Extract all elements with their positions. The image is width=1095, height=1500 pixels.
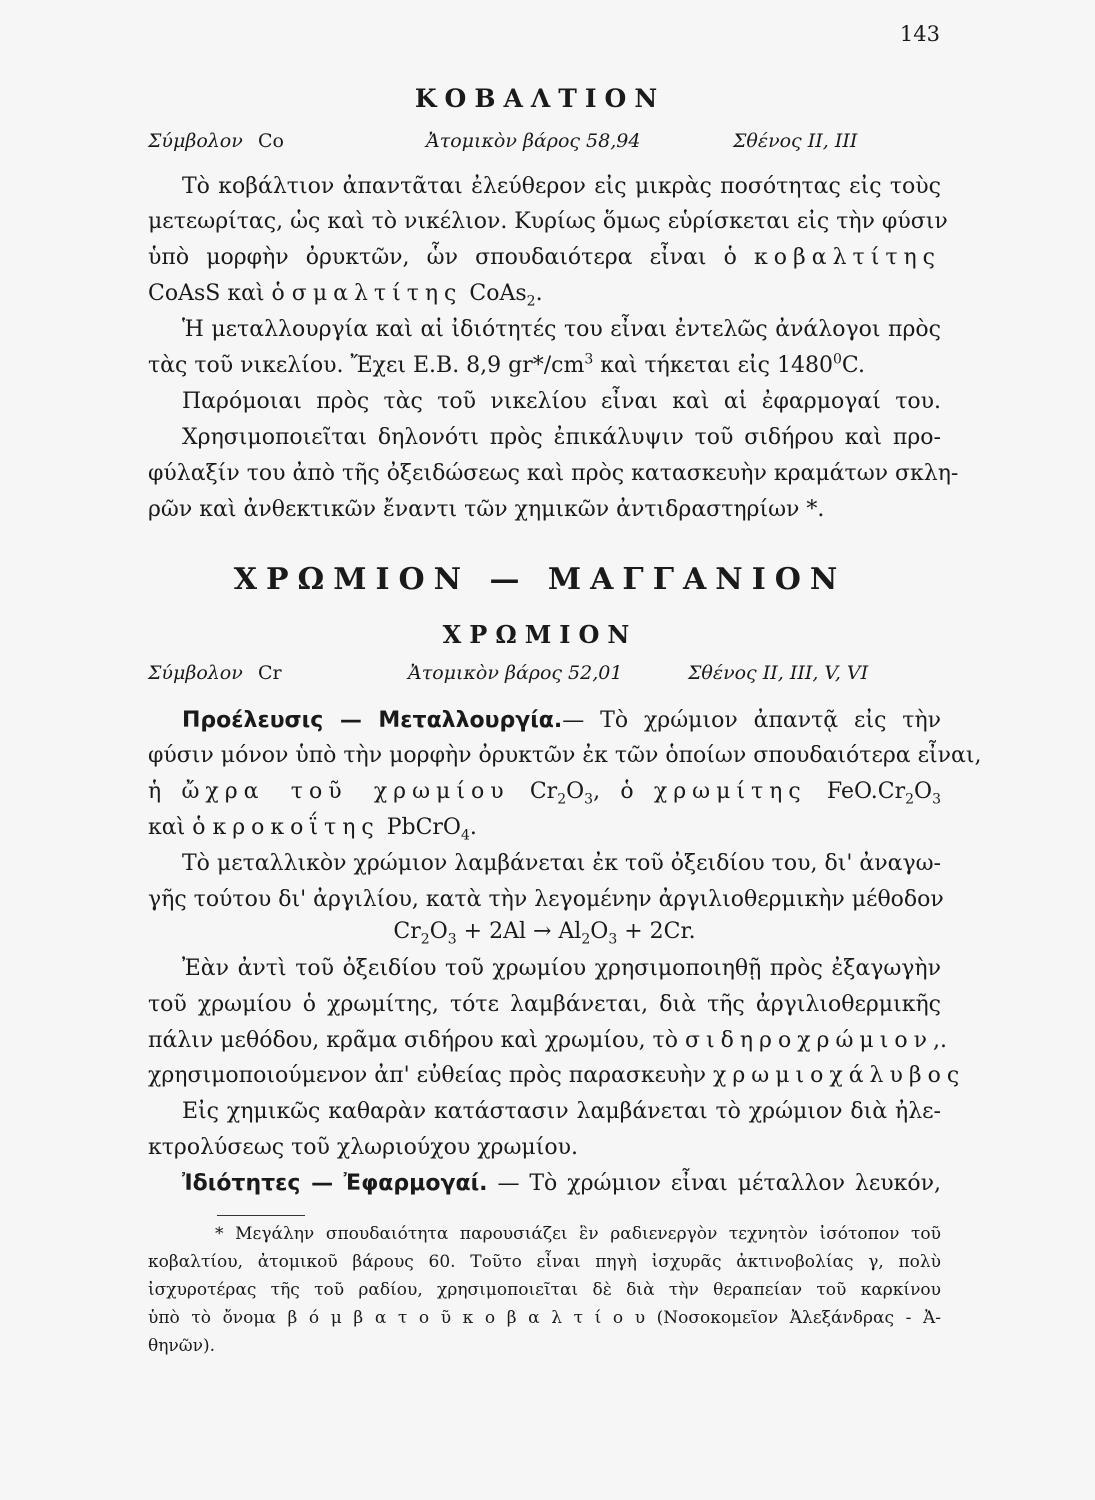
atomic-weight: Ἀτομικὸν βάρος 52,01: [408, 662, 623, 684]
element-symbol: Cr: [258, 662, 282, 684]
text-line: μετεωρίτας, ὡς καὶ τὸ νικέλιον. Κυρίως ὅμως εὑρίσκεται εἰς τὴν φύσιν: [148, 209, 948, 234]
chromium-heading: ΧΡΩΜΙΟΝ: [442, 620, 638, 649]
text-line: Προέλευσις — Μεταλλουργία.— Τὸ χρώμιον ἀπαντᾷ εἰς τὴν: [182, 708, 941, 733]
text-line: Ἐὰν ἀντὶ τοῦ ὀξειδίου τοῦ χρωμίου χρησιμοποιηθῇ πρὸς ἐξαγωγὴν: [182, 956, 941, 981]
text-line: Παρόμοιαι πρὸς τὰς τοῦ νικελίου εἶναι καὶ αἱ ἐφαρμογαί του.: [182, 389, 941, 414]
text-line: χρησιμοποιούμενον ἀπ' εὐθείας πρὸς παρασκευὴν χρωμιοχάλυβος: [148, 1063, 966, 1088]
text-line: Τὸ κοβάλτιον ἀπαντᾶται ἐλεύθερον εἰς μικρὰς ποσότητας εἰς τοὺς: [182, 174, 941, 199]
footnote-line: ἰσχυροτέρας τῆς τοῦ ραδίου, χρησιμοποιεῖται δὲ διὰ τὴν θεραπείαν τοῦ καρκίνου: [148, 1280, 941, 1300]
text-line: Ἡ μεταλλουργία καὶ αἱ ἰδιότητές του εἶναι ἐντελῶς ἀνάλογοι πρὸς: [182, 317, 941, 342]
footnote-line: κοβαλτίου, ἀτομικοῦ βάρους 60. Τοῦτο εἶναι πηγὴ ἰσχυρᾶς ἀκτινοβολίας γ, πολὺ: [148, 1252, 941, 1272]
footnote-line: * Μεγάλην σπουδαιότητα παρουσιάζει ἓν ραδιενεργὸν τεχνητὸν ἰσότοπον τοῦ: [215, 1224, 941, 1244]
text-line: φύλαξίν του ἀπὸ τῆς ὀξειδώσεως καὶ πρὸς κατασκευὴν κραμάτων σκλη-: [148, 461, 959, 486]
text-line: CoAsS καὶ ὁ σμαλτίτης CoAs$_2$.: [148, 281, 543, 310]
footnote-rule: [217, 1215, 305, 1216]
chromium-properties: [148, 662, 888, 692]
valence: Σθένος II, III: [733, 130, 858, 152]
cobalt-properties: [148, 130, 888, 160]
footnote-line: ὑπὸ τὸ ὄνομα β ό μ β α τ ο ῦ κ ο β α λ τ ί ο υ (Νοσοκομεῖον Ἀλεξάνδρας - Ἀ-: [148, 1308, 941, 1328]
text-line: Χρησιμοποιεῖται δηλονότι πρὸς ἐπικάλυψιν τοῦ σιδήρου καὶ προ-: [182, 425, 941, 450]
text-line: τὰς τοῦ νικελίου. Ἔχει Ε.Β. 8,9 $gr*/cm^3$ καὶ τήκεται εἰς 1480$^0$C.: [148, 351, 865, 378]
chromium-manganese-heading: ΧΡΩΜΙΟΝ — ΜΑΓΓΑΝΙΟΝ: [233, 562, 847, 597]
text-line: Τὸ μεταλλικὸν χρώμιον λαμβάνεται ἐκ τοῦ ὀξειδίου του, δι' ἀναγω-: [182, 851, 941, 876]
page-number: 143: [899, 22, 940, 46]
text-line: καὶ ὁ κροκοΐτης PbCrO$_4$.: [148, 815, 477, 844]
chemical-equation: $Cr_2O_3 + 2Al \to Al_2O_3 + 2Cr$.: [393, 919, 696, 948]
text-line: ὑπὸ μορφὴν ὀρυκτῶν, ὧν σπουδαιότερα εἶναι ὁ κοβαλτίτης: [148, 245, 941, 270]
text-line: πάλιν μεθόδου, κρᾶμα σιδήρου καὶ χρωμίου, τὸ σιδηροχρώμιον,.: [148, 1028, 947, 1053]
section-heading-properties: Ἰδιότητες — Ἐφαρμογαί.: [182, 1171, 488, 1196]
footnote-line: θηνῶν).: [148, 1336, 215, 1356]
text-line: ἡ ὤχρα τοῦ χρωμίου $Cr_2O_3$, ὁ χρωμίτης $FeO.Cr_2O_3$: [148, 779, 941, 808]
text-line: κτρολύσεως τοῦ χλωριούχου χρωμίου.: [148, 1135, 578, 1160]
atomic-weight: Ἀτομικὸν βάρος 58,94: [426, 130, 641, 152]
text-line: τοῦ χρωμίου ὁ χρωμίτης, τότε λαμβάνεται, διὰ τῆς ἀργιλιοθερμικῆς: [148, 992, 941, 1017]
symbol-label: Σύμβολον: [148, 662, 243, 684]
valence: Σθένος II, III, V, VI: [688, 662, 869, 684]
text-line: γῆς τούτου δι' ἀργιλίου, κατὰ τὴν λεγομένην ἀργιλιοθερμικὴν μέθοδον: [148, 887, 944, 912]
element-symbol: Co: [258, 130, 284, 152]
symbol-label: Σύμβολον: [148, 130, 243, 152]
section-heading-origin: Προέλευσις — Μεταλλουργία.: [182, 708, 563, 733]
cobalt-heading: ΚΟΒΑΛΤΙΟΝ: [414, 84, 666, 113]
text-line: ρῶν καὶ ἀνθεκτικῶν ἔναντι τῶν χημικῶν ἀντιδραστηρίων *.: [148, 497, 825, 522]
text-line: φύσιν μόνον ὑπὸ τὴν μορφὴν ὀρυκτῶν ἐκ τῶν ὁποίων σπουδαιότερα εἶναι,: [148, 743, 982, 768]
text-line: Εἰς χημικῶς καθαρὰν κατάστασιν λαμβάνεται τὸ χρώμιον διὰ ἠλε-: [182, 1099, 941, 1124]
text-line: Ἰδιότητες — Ἐφαρμογαί. — Τὸ χρώμιον εἶναι μέταλλον λευκόν,: [182, 1171, 941, 1196]
